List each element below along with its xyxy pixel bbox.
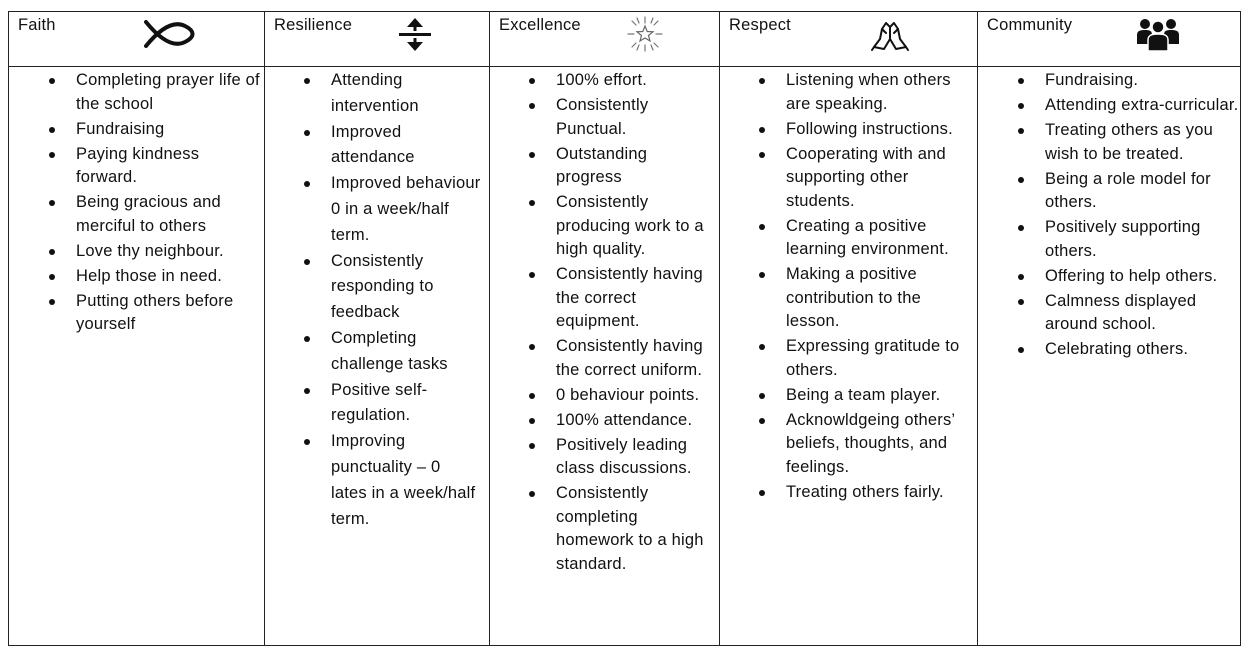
list-item: Completing prayer life of the school <box>76 69 261 116</box>
fish-icon <box>143 16 197 52</box>
header-label-faith: Faith <box>18 16 56 34</box>
faith-list <box>76 69 261 338</box>
list-item: Expressing gratitude to others. <box>786 335 976 382</box>
list-item: Improved attendance <box>331 120 481 172</box>
body-cell-resilience <box>265 67 490 645</box>
list-item: Cooperating with and supporting other students. <box>786 143 976 214</box>
header-label-community: Community <box>987 16 1073 34</box>
list-item: Improving punctuality – 0 lates in a week/half term. <box>331 429 481 532</box>
people-group-icon <box>1136 16 1180 52</box>
list-item: Fundraising <box>76 118 261 142</box>
list-item: Creating a positive learning environment. <box>786 215 976 262</box>
header-label-respect: Respect <box>729 16 791 34</box>
expand-vertical-icon <box>397 16 433 52</box>
list-item: Offering to help others. <box>1045 265 1240 289</box>
resilience-list <box>331 68 481 532</box>
excellence-list <box>556 69 716 578</box>
body-cell-respect <box>720 67 978 645</box>
list-item: Love thy neighbour. <box>76 240 261 264</box>
list-item: Attending intervention <box>331 68 481 120</box>
community-list <box>1045 69 1240 363</box>
list-item: Treating others as you wish to be treated. <box>1045 119 1240 166</box>
list-item: Being gracious and merciful to others <box>76 191 261 238</box>
list-item: Making a positive contribution to the lesson. <box>786 263 976 334</box>
header-label-excellence: Excellence <box>499 16 581 34</box>
header-cell-community <box>978 12 1240 66</box>
values-table <box>8 11 1241 646</box>
list-item: 0 behaviour points. <box>556 384 716 408</box>
list-item: Consistently completing homework to a high standard. <box>556 482 716 576</box>
list-item: Fundraising. <box>1045 69 1240 93</box>
header-cell-excellence <box>490 12 720 66</box>
star-burst-icon <box>626 15 664 53</box>
list-item: Consistently responding to feedback <box>331 249 481 326</box>
list-item: Positive self-regulation. <box>331 378 481 430</box>
list-item: Following instructions. <box>786 118 976 142</box>
body-cell-excellence <box>490 67 720 645</box>
list-item: Listening when others are speaking. <box>786 69 976 116</box>
list-item: Consistently having the correct uniform. <box>556 335 716 382</box>
list-item: Completing challenge tasks <box>331 326 481 378</box>
respect-list <box>786 69 976 506</box>
header-label-resilience: Resilience <box>274 16 353 34</box>
list-item: Consistently having the correct equipment. <box>556 263 716 334</box>
header-cell-resilience <box>265 12 490 66</box>
list-item: Help those in need. <box>76 265 261 289</box>
body-cell-faith <box>9 67 265 645</box>
list-item: Consistently producing work to a high quality. <box>556 191 716 262</box>
list-item: 100% effort. <box>556 69 716 93</box>
header-cell-faith <box>9 12 265 66</box>
handshake-icon <box>870 15 910 53</box>
list-item: Celebrating others. <box>1045 338 1240 362</box>
list-item: Attending extra-curricular. <box>1045 94 1240 118</box>
header-row <box>9 12 1240 67</box>
list-item: Improved behaviour 0 in a week/half term. <box>331 171 481 248</box>
list-item: Being a role model for others. <box>1045 168 1240 215</box>
body-cell-community <box>978 67 1240 645</box>
body-row <box>9 67 1240 645</box>
list-item: Positively leading class discussions. <box>556 434 716 481</box>
header-cell-respect <box>720 12 978 66</box>
list-item: Calmness displayed around school. <box>1045 290 1240 337</box>
list-item: Being a team player. <box>786 384 976 408</box>
list-item: Consistently Punctual. <box>556 94 716 141</box>
list-item: Putting others before yourself <box>76 290 261 337</box>
list-item: Outstanding progress <box>556 143 716 190</box>
list-item: Treating others fairly. <box>786 481 976 505</box>
list-item: Paying kindness forward. <box>76 143 261 190</box>
list-item: Positively supporting others. <box>1045 216 1240 263</box>
list-item: Acknowldgeing others’ beliefs, thoughts, and feelings. <box>786 409 976 480</box>
list-item: 100% attendance. <box>556 409 716 433</box>
